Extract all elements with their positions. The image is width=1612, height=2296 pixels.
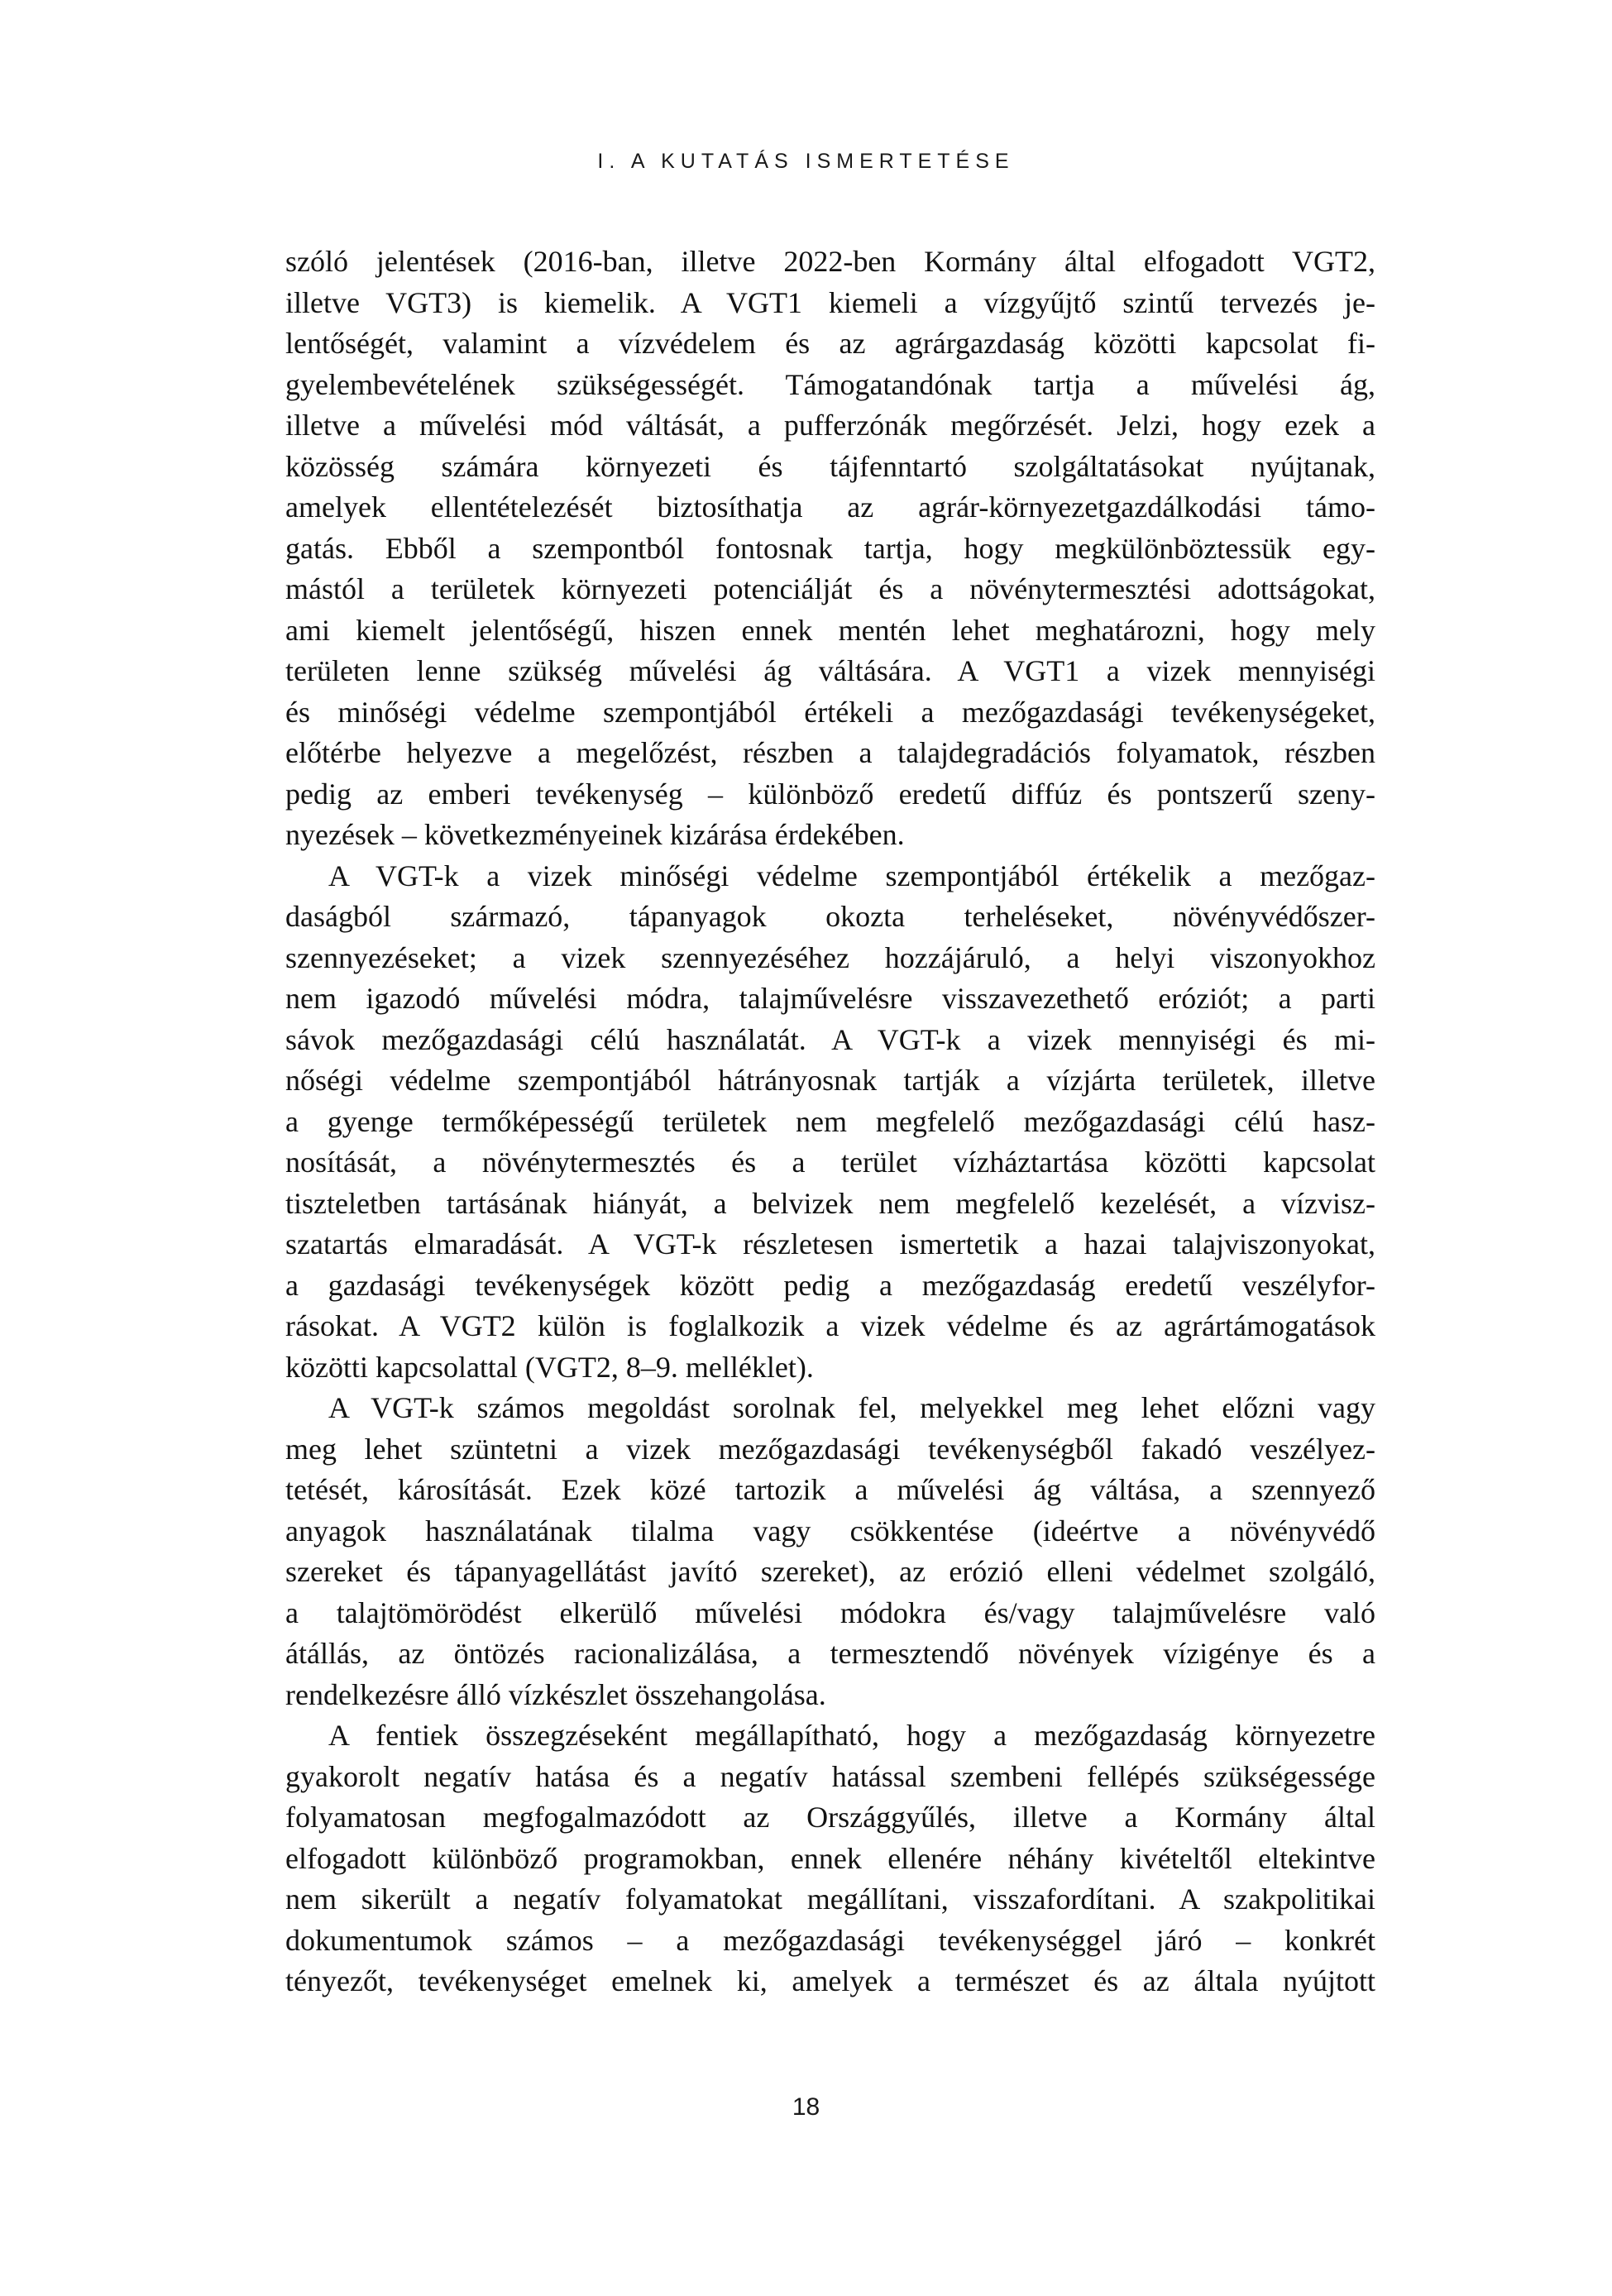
text-line: tetését, károsítását. Ezek közé tartozik a művelési ág váltása, a szennyező xyxy=(285,1473,1375,1506)
body-text xyxy=(285,242,1375,2002)
text-line: dokumentumok számos – a mezőgazdasági tevékenységgel járó – konkrét xyxy=(285,1923,1375,1957)
text-line: a talajtömörödést elkerülő művelési módokra és/vagy talajművelésre való xyxy=(285,1595,1375,1629)
text-line: nyezések – következményeinek kizárása érdekében. xyxy=(285,818,905,851)
text-line: A VGT-k számos megoldást sorolnak fel, melyekkel meg lehet előzni vagy xyxy=(328,1391,1375,1424)
text-line: illetve a művelési mód váltását, a pufferzónák megőrzését. Jelzi, hogy ezek a xyxy=(285,409,1375,442)
text-line: nem igazodó művelési módra, talajművelésre visszavezethető eróziót; a parti xyxy=(285,982,1375,1015)
text-line: nem sikerült a negatív folyamatokat megállítani, visszafordítani. A szakpolitikai xyxy=(285,1882,1375,1916)
text-line: szennyezéseket; a vizek szennyezéséhez hozzájáruló, a helyi viszonyokhoz xyxy=(285,940,1375,974)
text-line: nosítását, a növénytermesztés és a terület vízháztartása közötti kapcsolat xyxy=(285,1146,1375,1179)
text-line: a gazdasági tevékenységek között pedig a mezőgazdaság eredetű veszélyfor- xyxy=(285,1268,1375,1302)
text-line: pedig az emberi tevékenység – különböző eredetű diffúz és pontszerű szeny- xyxy=(285,777,1375,811)
running-header: I. A KUTATÁS ISMERTETÉSE xyxy=(597,150,1015,173)
text-line: A fentiek összegzéseként megállapítható, hogy a mezőgazdaság környezetre xyxy=(328,1719,1375,1752)
page-number: 18 xyxy=(792,2093,820,2121)
text-line: szereket és tápanyagellátást javító szereket), az erózió elleni védelmet szolgáló, xyxy=(285,1555,1375,1588)
text-line: lentőségét, valamint a vízvédelem és az agrárgazdaság közötti kapcsolat fi- xyxy=(285,327,1375,360)
text-line: és minőségi védelme szempontjából értékeli a mezőgazdasági tevékenységeket, xyxy=(285,695,1375,729)
text-line: a gyenge termőképességű területek nem megfelelő mezőgazdasági célú hasz- xyxy=(285,1104,1375,1138)
text-line: előtérbe helyezve a megelőzést, részben a talajdegradációs folyamatok, részben xyxy=(285,736,1375,769)
text-line: közösség számára környezeti és tájfenntartó szolgáltatásokat nyújtanak, xyxy=(285,449,1375,483)
text-line: átállás, az öntözés racionalizálása, a termesztendő növények vízigénye és a xyxy=(285,1637,1375,1670)
text-line: gyelembevételének szükségességét. Támogatandónak tartja a művelési ág, xyxy=(285,367,1375,401)
text-line: daságból származó, tápanyagok okozta terheléseket, növényvédőszer- xyxy=(285,900,1375,933)
text-line: rendelkezésre álló vízkészlet összehangolása. xyxy=(285,1677,826,1711)
text-line: szóló jelentések (2016-ban, illetve 2022-ben Kormány által elfogadott VGT2, xyxy=(285,245,1375,278)
text-line: illetve VGT3) is kiemelik. A VGT1 kiemeli a vízgyűjtő szintű tervezés je- xyxy=(285,285,1375,319)
text-line: folyamatosan megfogalmazódott az Országgyűlés, illetve a Kormány által xyxy=(285,1801,1375,1834)
text-line: ami kiemelt jelentőségű, hiszen ennek mentén lehet meghatározni, hogy mely xyxy=(285,613,1375,647)
text-line: nőségi védelme szempontjából hátrányosnak tartják a vízjárta területek, illetve xyxy=(285,1064,1375,1097)
text-line: meg lehet szüntetni a vizek mezőgazdasági tevékenységből fakadó veszélyez- xyxy=(285,1432,1375,1466)
text-line: elfogadott különböző programokban, ennek ellenére néhány kivételtől eltekintve xyxy=(285,1841,1375,1875)
text-line: tiszteletben tartásának hiányát, a belvizek nem megfelelő kezelését, a vízvisz- xyxy=(285,1186,1375,1220)
text-line: tényezőt, tevékenységet emelnek ki, amelyek a természet és az általa nyújtott xyxy=(285,1964,1375,1997)
text-line: közötti kapcsolattal (VGT2, 8–9. melléklet). xyxy=(285,1350,814,1384)
text-line: gyakorolt negatív hatása és a negatív hatással szembeni fellépés szükségessége xyxy=(285,1759,1375,1793)
text-line: szatartás elmaradását. A VGT-k részletesen ismertetik a hazai talajviszonyokat, xyxy=(285,1227,1375,1260)
text-line: A VGT-k a vizek minőségi védelme szempontjából értékelik a mezőgaz- xyxy=(328,859,1375,892)
text-line: területen lenne szükség művelési ág váltására. A VGT1 a vizek mennyiségi xyxy=(285,654,1375,687)
text-line: mástól a területek környezeti potenciálját és a növénytermesztési adottságokat, xyxy=(285,572,1375,605)
text-line: rásokat. A VGT2 külön is foglalkozik a vizek védelme és az agrártámogatások xyxy=(285,1309,1375,1342)
text-line: sávok mezőgazdasági célú használatát. A VGT-k a vizek mennyiségi és mi- xyxy=(285,1022,1375,1056)
text-line: gatás. Ebből a szempontból fontosnak tartja, hogy megkülönböztessük egy- xyxy=(285,531,1375,565)
text-line: amelyek ellentételezését biztosíthatja az agrár-környezetgazdálkodási támo- xyxy=(285,490,1375,524)
text-line: anyagok használatának tilalma vagy csökkentése (ideértve a növényvédő xyxy=(285,1514,1375,1547)
